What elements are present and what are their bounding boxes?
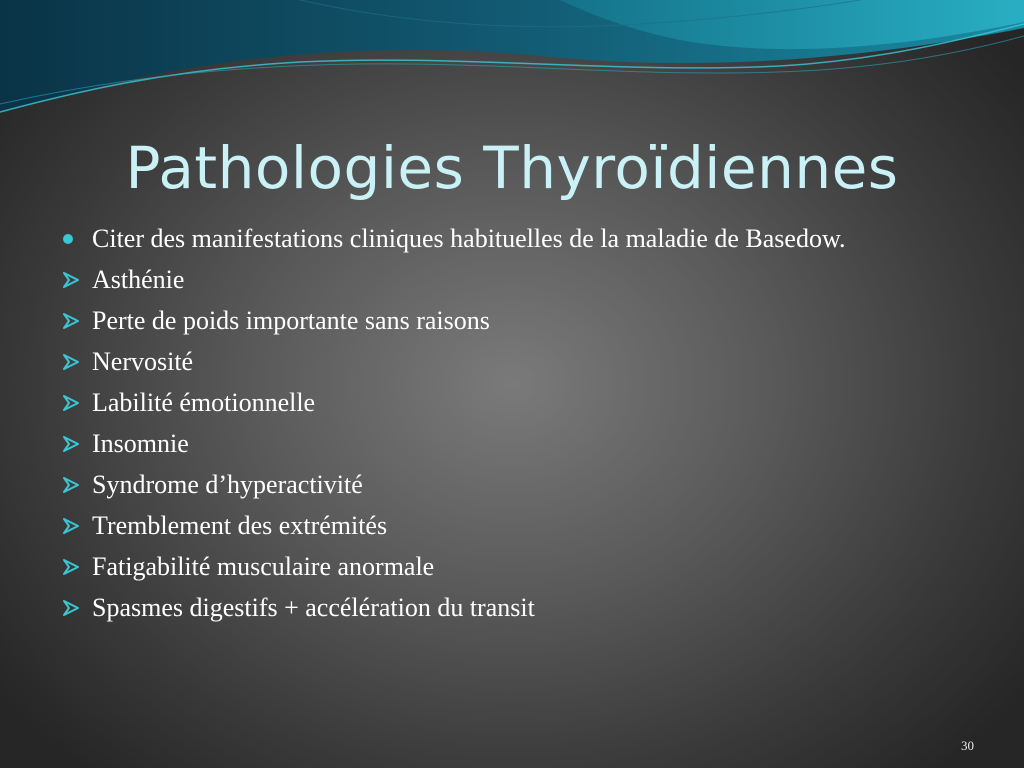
arrow-bullet-icon <box>60 345 88 379</box>
arrow-bullet-icon <box>60 386 88 420</box>
list-item <box>60 386 940 420</box>
list-item <box>60 591 940 625</box>
bullet-list <box>60 222 940 632</box>
arrow-bullet-icon <box>60 427 88 461</box>
list-item-text: Perte de poids importante sans raisons <box>92 306 490 335</box>
arrow-bullet-icon <box>60 509 88 543</box>
list-item <box>60 427 940 461</box>
arrow-bullet-icon <box>60 468 88 502</box>
list-item-text: Insomnie <box>92 429 189 458</box>
list-item-text: Asthénie <box>92 265 185 294</box>
arrow-bullet-icon <box>60 550 88 584</box>
intro-text: Citer des manifestations cliniques habituelles de la maladie de Basedow. <box>92 224 846 253</box>
slide-title: Pathologies Thyroïdiennes <box>125 134 899 202</box>
list-item <box>60 345 940 379</box>
arrow-bullet-icon <box>60 304 88 338</box>
circle-bullet-icon <box>60 222 88 256</box>
list-item-text: Spasmes digestifs + accélération du transit <box>92 593 535 622</box>
page-number: 30 <box>961 738 974 753</box>
header-wave-decoration <box>0 0 1024 130</box>
list-item <box>60 509 940 543</box>
list-item <box>60 304 940 338</box>
list-item-text: Tremblement des extrémités <box>92 511 388 540</box>
list-item <box>60 263 940 297</box>
list-item-text: Fatigabilité musculaire anormale <box>92 552 435 581</box>
arrow-bullet-icon <box>60 591 88 625</box>
arrow-bullet-icon <box>60 263 88 297</box>
list-item <box>60 468 940 502</box>
list-item-text: Syndrome d’hyperactivité <box>92 470 363 499</box>
list-item-text: Nervosité <box>92 347 194 376</box>
list-item <box>60 550 940 584</box>
list-item-text: Labilité émotionnelle <box>92 388 316 417</box>
intro-bullet-item <box>60 222 940 256</box>
